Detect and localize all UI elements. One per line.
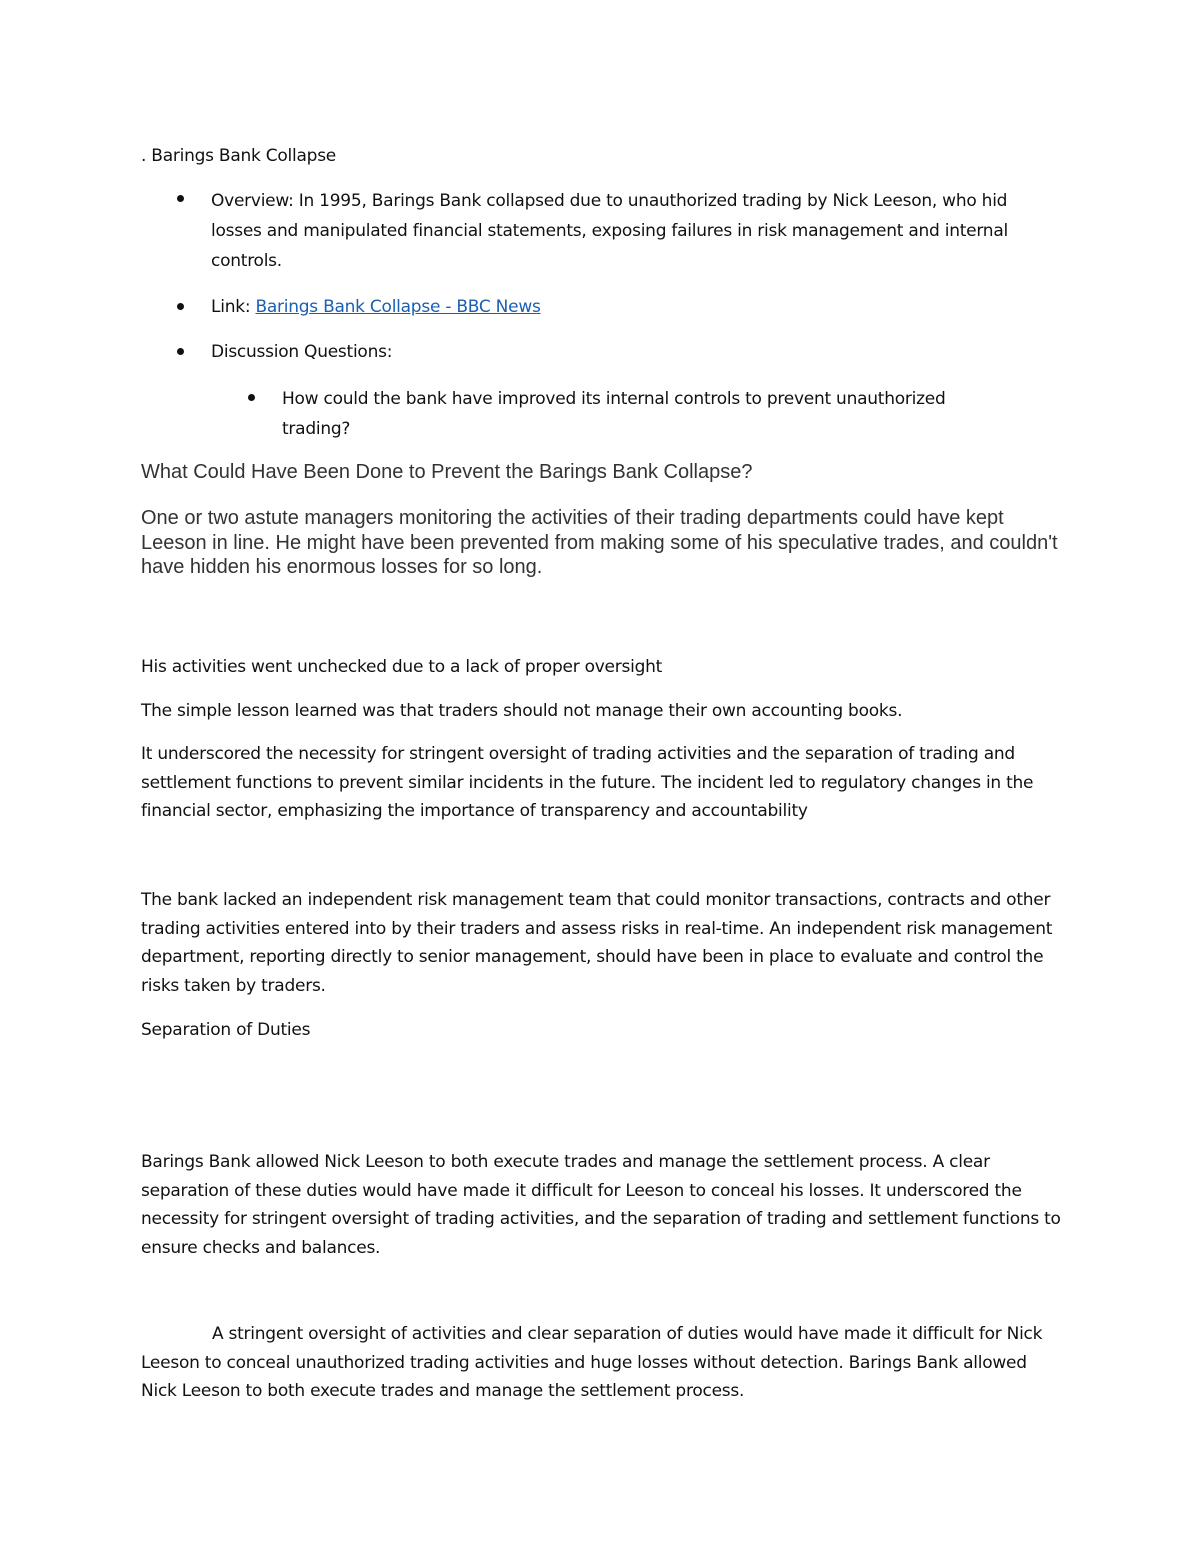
link-prefix: Link: [211, 297, 256, 317]
oversight-paragraph: His activities went unchecked due to a lack of proper oversight [141, 657, 663, 677]
bullet-dot [177, 348, 184, 355]
bullet-dot [177, 195, 184, 202]
underscored-paragraph: It underscored the necessity for stringent oversight of trading activities and the separation of trading and settlement functions to prevent similar incidents in the future. The incident led to regulatory changes in the financial sector, emphasizing the importance of transparency and accountability [141, 744, 1034, 821]
overview-bullet-text: Overview: In 1995, Barings Bank collapsed due to unauthorized trading by Nick Leeson, who hid losses and manipulated financial statements, exposing failures in risk management and internal controls. [211, 191, 1008, 271]
lesson-paragraph: The simple lesson learned was that traders should not manage their own accounting books. [141, 701, 903, 721]
separation-of-duties-heading: Separation of Duties [141, 1020, 311, 1040]
separation-paragraph: Barings Bank allowed Nick Leeson to both execute trades and manage the settlement process. A clear separation of these duties would have made it difficult for Leeson to conceal his losses. It underscored the necessity for stringent oversight of trading activities, and the separation of trading and settlement functions to ensure checks and balances. [141, 1152, 1061, 1258]
risk-team-paragraph: The bank lacked an independent risk management team that could monitor transactions, contracts and other trading activities entered into by their traders and assess risks in real-time. An independent risk management department, reporting directly to senior management, should have been in place to evaluate and control the risks taken by traders. [141, 890, 1053, 996]
section-title: What Could Have Been Done to Prevent the Barings Bank Collapse? [141, 461, 753, 483]
bullet-dot [177, 303, 184, 310]
section-paragraph: One or two astute managers monitoring the activities of their trading departments could have kept Leeson in line. He might have been prevented from making some of his speculative trades, and couldn't have hidden his enormous losses for so long. [141, 507, 1058, 578]
discussion-questions-label: Discussion Questions: [211, 342, 393, 362]
discussion-question-text: How could the bank have improved its internal controls to prevent unauthorized trading? [282, 389, 946, 439]
sub-bullet-dot [248, 394, 255, 401]
final-paragraph: A stringent oversight of activities and clear separation of duties would have made it difficult for Nick Leeson to conceal unauthorized trading activities and huge losses without detection. Barings Bank allowed Nick Leeson to both execute trades and manage the settlement process. [141, 1324, 1043, 1401]
link-bullet [211, 293, 541, 322]
bbc-news-link[interactable]: Barings Bank Collapse - BBC News [255, 297, 541, 317]
document-heading: . Barings Bank Collapse [141, 146, 337, 166]
